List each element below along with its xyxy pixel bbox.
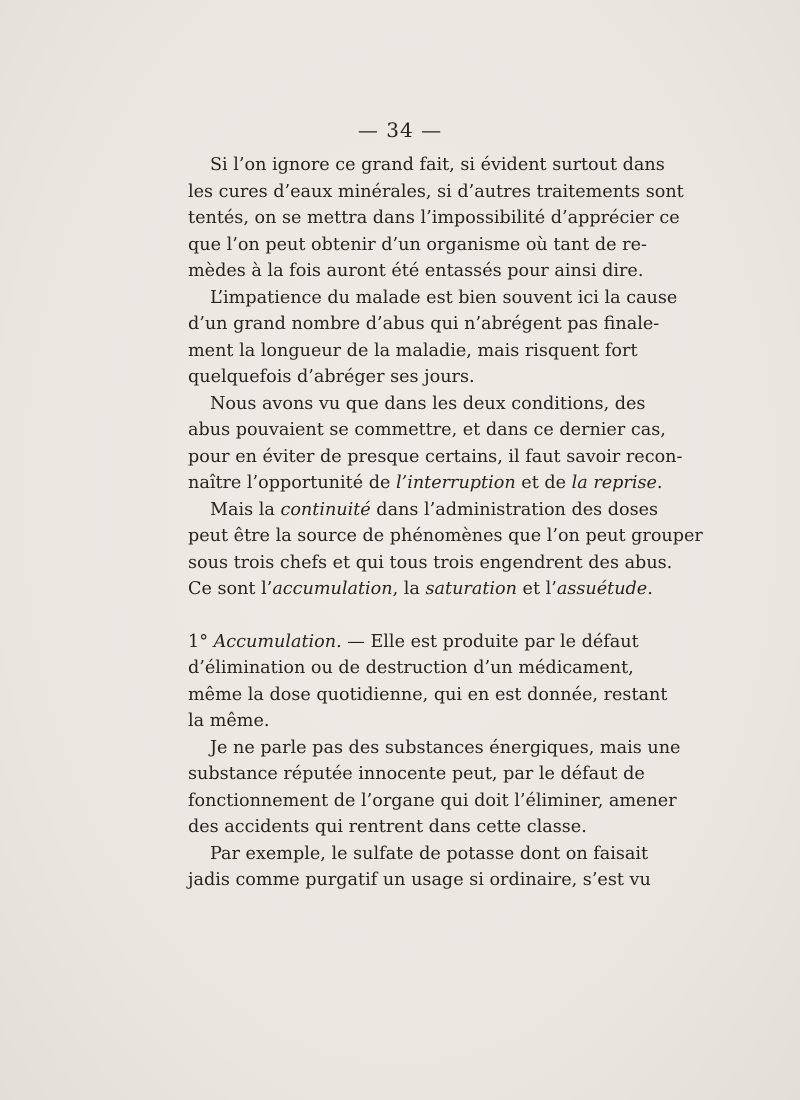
text-run: 1° bbox=[188, 631, 214, 652]
text-run: et l’ bbox=[516, 579, 557, 599]
text-line: substance réputée innocente peut, par le défaut de bbox=[188, 764, 645, 784]
paragraph bbox=[188, 841, 651, 894]
section-gap bbox=[188, 603, 614, 629]
text-line: L’impatience du malade est bien souvent ici la cause bbox=[210, 287, 678, 308]
italic-term: la reprise bbox=[571, 473, 657, 493]
text-line: Je ne parle pas des substances énergiques, mais une bbox=[210, 737, 681, 758]
text-line: les cures d’eaux minérales, si d’autres traitements sont bbox=[188, 181, 684, 202]
text-line: sous trois chefs et qui tous trois engendrent des abus. bbox=[188, 552, 673, 573]
text-run: . bbox=[656, 473, 663, 493]
text-line: même la dose quotidienne, qui en est donnée, restant bbox=[188, 684, 668, 705]
text-line: Nous avons vu que dans les deux conditions, des bbox=[210, 393, 646, 414]
text-line: des accidents qui rentrent dans cette classe. bbox=[188, 817, 587, 837]
italic-term: l’interruption bbox=[395, 473, 516, 493]
paragraph bbox=[188, 629, 668, 735]
text-line: jadis comme purgatif un usage si ordinaire, s’est vu bbox=[188, 870, 651, 890]
italic-term: assuétude bbox=[556, 579, 648, 599]
text-run: dans l’administration des doses bbox=[370, 499, 659, 520]
text-line: peut être la source de phénomènes que l’on peut grouper bbox=[188, 526, 703, 546]
text-line: quelquefois d’abréger ses jours. bbox=[188, 367, 475, 387]
text-line: Par exemple, le sulfate de potasse dont on faisait bbox=[210, 843, 649, 864]
text-line: fonctionnement de l’organe qui doit l’éliminer, amener bbox=[188, 790, 677, 811]
text-line: abus pouvaient se commettre, et dans ce dernier cas, bbox=[188, 420, 666, 440]
text-line: Si l’on ignore ce grand fait, si évident surtout dans bbox=[210, 155, 665, 175]
paragraph bbox=[188, 497, 703, 603]
paragraph bbox=[188, 285, 678, 391]
text-line: la même. bbox=[188, 711, 270, 731]
text-line: tentés, on se mettra dans l’impossibilité d’apprécier ce bbox=[188, 208, 680, 228]
paragraph bbox=[188, 152, 684, 285]
text-line: d’élimination ou de destruction d’un médicament, bbox=[188, 658, 634, 678]
text-run: Mais la bbox=[210, 499, 281, 520]
text-line: ment la longueur de la maladie, mais risquent fort bbox=[188, 340, 638, 361]
text-line: d’un grand nombre d’abus qui n’abrégent pas finale- bbox=[188, 314, 660, 334]
text-line bbox=[188, 576, 653, 603]
paragraph bbox=[188, 391, 683, 497]
body-text bbox=[188, 152, 703, 894]
page-number: — 34 — bbox=[357, 118, 443, 142]
italic-term: saturation bbox=[425, 579, 517, 599]
text-line: pour en éviter de presque certains, il faut savoir recon- bbox=[188, 446, 683, 467]
paragraph bbox=[188, 735, 681, 841]
text-run: naître l’opportunité de bbox=[188, 473, 396, 493]
text-line bbox=[188, 497, 659, 524]
text-run: — Elle est produite par le défaut bbox=[341, 631, 639, 652]
text-run: . bbox=[647, 579, 653, 599]
text-run: Ce sont l’ bbox=[188, 579, 273, 599]
text-line bbox=[188, 629, 639, 656]
italic-term: accumulation bbox=[272, 579, 393, 599]
italic-term: continuité bbox=[280, 499, 371, 520]
section-heading: Accumulation. bbox=[213, 631, 342, 652]
text-run: , la bbox=[392, 579, 426, 599]
text-line bbox=[188, 470, 663, 497]
text-line: que l’on peut obtenir d’un organisme où tant de re- bbox=[188, 234, 647, 255]
text-line: mèdes à la fois auront été entassés pour ainsi dire. bbox=[188, 261, 644, 281]
text-run: et de bbox=[515, 473, 572, 493]
